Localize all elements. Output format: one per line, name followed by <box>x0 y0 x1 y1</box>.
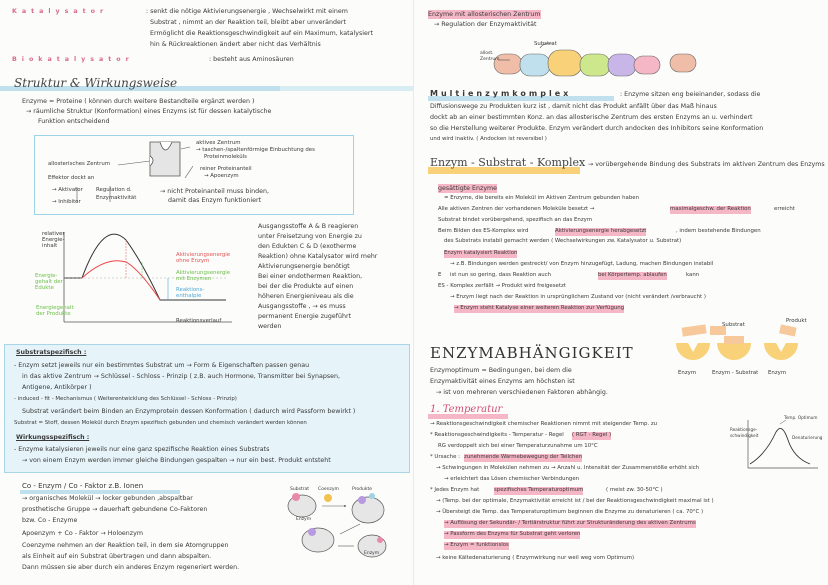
coenzym-heading: Co - Enzym / Co - Faktor z.B. Ionen <box>22 482 144 490</box>
enzymaktivitaet-label: Enzymaktivität <box>96 195 137 201</box>
graph-text-line: unter Freisetzung von Energie zu <box>258 233 362 240</box>
cofaktor-note-2: damit das Enzym funktioniert <box>168 197 262 204</box>
chain-substrat-label: Substrat <box>534 41 557 47</box>
graph-produkte-1: Energiegehalt <box>36 305 74 311</box>
allosterisches-zentrum-label: allosterisches Zentrum <box>48 161 111 167</box>
tcurve-ylabel-1: Reaktionsge- <box>730 427 758 432</box>
tcurve-optimum: Temp. Optimum <box>784 415 818 420</box>
co-diagram-produkte: Produkte <box>352 487 372 492</box>
chain-zentrum-1: allost. <box>480 51 494 56</box>
graph-text-line: Bei einer endothermen Reaktion, <box>258 273 363 280</box>
graph-akt-ohne-2: ohne Enzym <box>176 258 210 264</box>
esk-bullet-5: Enzym katalysiert Reaktion <box>444 250 518 256</box>
graph-ylabel-2: Energie- <box>42 237 65 243</box>
esk-diagram-komplex: Enzym - Substrat <box>712 370 759 376</box>
temp-line-12: → Enzym = funktionslos <box>444 542 509 548</box>
temp-line-1: → Reaktionsgeschwindigkeit chemischer Reaktionen nimmt mit steigender Temp. zu <box>430 421 658 427</box>
multi-line-1: Diffusionswege zu Produkten kurz ist , damit nicht das Produkt anfällt über das Maß hinaus <box>430 103 717 110</box>
proteinanteil-label: reiner Proteinanteil <box>200 166 252 172</box>
aktives-zentrum-desc-2: Proteinmoleküls <box>204 154 247 160</box>
biokatalysator-text: : besteht aus Aminosäuren <box>209 56 294 63</box>
allosterisch-heading: Enzyme mit allosterischen Zentrum <box>428 11 541 18</box>
abh-line-1: Enzymoptimum = Bedingungen, bei dem die <box>430 367 572 374</box>
multienzym-heading: Multienzymkomplex <box>430 89 572 98</box>
graph-text-line: den Edukten C & D (exotherme <box>258 243 357 250</box>
esk-bullet-6-highlight: bei Körpertemp. ablaufen <box>598 272 667 278</box>
temp-line-6: → erleichtert das Lösen chemischer Verbindungen <box>444 476 580 482</box>
cofaktor-note-1: → nicht Proteinanteil muss binden, <box>160 188 269 195</box>
substrat-line-1: - Enzym setzt jeweils nur ein bestimmtes Substrat um → Form & Eigenschaften passen genau <box>14 362 310 369</box>
graph-text-line: Ausgangsstoffe A & B reagieren <box>258 223 359 230</box>
temperatur-heading: 1. Temperatur <box>430 404 503 415</box>
biokatalysator-term: Biokatalysator <box>12 56 134 63</box>
temp-line-9: → Übersteigt die Temp. das Temperaturoptimum beginnen die Enzyme zu denaturieren ( ca. 70°C ) <box>436 509 704 515</box>
esk-bullet-7b: → Enzym steht Katalyse einer weiteren Reaktion zur Verfügung <box>454 305 625 311</box>
wirkung-line-2: → von einem Enzym werden immer gleiche Bindungen gespalten → nur ein best. Produkt entsteht <box>22 457 331 464</box>
inhibitor-label: → Inhibitor <box>52 199 81 205</box>
temp-line-2: * Reaktionsgeschwindigkeits - Temperatur - Regel <box>430 432 564 438</box>
esk-diagram-produkt: Produkt <box>786 318 807 324</box>
katalysator-line-2: Substrat , nimmt an der Reaktion teil, bleibt aber unverändert <box>150 19 346 26</box>
coenzym-line-2: prosthetische Gruppe → dauerhaft gebundene Co-Faktoren <box>22 506 208 513</box>
esk-bullet-4-highlight: Aktivierungsenergie herabgesetzt <box>555 228 647 234</box>
wirkungsspezifisch-heading: Wirkungsspezifisch : <box>16 434 90 441</box>
substrat-line-5: Substrat verändert beim Binden an Enzymprotein dessen Konformation ( dadurch wird Passform bewirkt ) <box>22 408 356 415</box>
graph-edukte-3: Edukte <box>35 285 54 291</box>
coenzym-line-7: Dann müssen sie aber durch ein anderes Enzym regeneriert werden. <box>22 564 240 571</box>
aktivator-label: → Aktivator <box>52 187 83 193</box>
graph-akt-ohne-1: Aktivierungsenergie <box>176 252 231 258</box>
esk-bullet-4-tail: , indem bestehende Bindungen <box>676 228 761 234</box>
esk-heading-tail: → vorübergehende Bindung des Substrats im aktiven Zentrum des Enzyms <box>588 161 825 168</box>
temp-line-4-highlight: zunehmende Wärmebewegung der Teilchen <box>464 454 583 460</box>
chain-zentrum-2: Zentrum <box>480 57 500 62</box>
graph-text-line: Aktivierungsenergie benötigt <box>258 263 350 270</box>
temp-line-3: RG verdoppelt sich bei einer Temperaturzunahme um 10°C <box>438 443 598 449</box>
struktur-line-1: Enzyme = Proteine ( können durch weitere Bestandteile ergänzt werden ) <box>22 98 255 105</box>
graph-edukte-2: gehalt der <box>35 279 63 285</box>
graph-ylabel-1: relativer <box>42 231 65 237</box>
substrat-line-3: Antigene, Antikörper ) <box>22 384 92 391</box>
wirkung-line-1: - Enzyme katalysieren jeweils nur eine ganz spezifische Reaktion eines Substrats <box>14 446 270 453</box>
katalysator-line-3: Ermöglicht die Reaktionsgeschwindigkeit auf ein Maximum, katalysiert <box>150 30 373 37</box>
co-diagram-substrat: Substrat <box>290 487 310 492</box>
co-diagram-coenzym: Coenzym <box>318 487 339 492</box>
graph-text-line: höheren Energieniveau als die <box>258 293 354 300</box>
graph-text-line: Reaktion) ohne Katalysator wird mehr <box>258 253 378 260</box>
substrat-line-4: - induced - fit - Mechanismus ( Weiterentwicklung des Schlüssel - Schloss - Prinzip) <box>14 396 237 402</box>
coenzym-line-4: Apoenzym + Co - Faktor → Holoenzym <box>22 530 143 537</box>
temp-line-8: → (Temp. bei der optimale, Enzymaktivität erreicht ist / bei der Reaktionsgeschwindigkeit maximal ist ) <box>436 498 714 504</box>
graph-akt-mit-2: mit Enzymen <box>176 276 212 282</box>
temp-line-11: → Passform des Enzyms für Substrat geht verloren <box>444 531 581 537</box>
esk-heading: Enzym - Substrat - Komplex <box>430 156 586 169</box>
substrat-line-2: in das aktive Zentrum → Schlüssel - Schloss - Prinzip ( z.B. auch Hormone, Transmitter bei Synapsen, <box>22 373 341 380</box>
esk-diagram-enzym-2: Enzym <box>768 370 787 376</box>
esk-bullet-4: Beim Bilden des ES-Komplex wird <box>438 228 529 234</box>
abh-line-3: → ist von mehreren verschiedenen Faktoren abhängig. <box>436 389 608 396</box>
esk-bullet-6: E <box>438 272 442 278</box>
temperature-curve <box>414 0 828 585</box>
esk-bullet-2: Alle aktiven Zentren der vorhandenen Moleküle besetzt → <box>438 206 595 212</box>
tcurve-denaturierung: Denaturierung <box>792 435 823 440</box>
temp-line-2-highlight: ( RGT - Regel ) <box>572 432 612 438</box>
graph-ylabel-3: inhalt <box>42 243 58 249</box>
struktur-heading: Struktur & Wirkungsweise <box>14 76 178 90</box>
graph-text-line: bei der die Produkte auf einen <box>258 283 354 290</box>
coenzym-line-3: bzw. Co - Enzyme <box>22 517 78 524</box>
regulation-label: Regulation d. <box>96 187 132 193</box>
temp-line-7-highlight: spezifisches Temperaturoptimum <box>494 487 584 493</box>
temp-line-13: → keine Kältedenaturierung ( Enzymwirkung nur weil weg vom Optimum) <box>436 555 635 561</box>
esk-bullet-5a: → z.B. Bindungen werden gestreckt/ von Enzym hinzugefügt, Ladung, machen Bindungen instabil <box>450 261 714 267</box>
co-diagram-enzym-2: Enzym <box>364 551 380 556</box>
apoenzym-label: → Apoenzym <box>204 173 239 179</box>
effektor-label: Effektor dockt an <box>48 175 95 181</box>
multi-line-3: so die Herstellung weiterer Produkte. Enzym verändert durch andocken des Inhibitors seine Konformation <box>430 125 764 132</box>
graph-text-line: permanent Energie zugeführt <box>258 313 352 320</box>
katalysator-line-4: hin & Rückreaktionen ändert aber nicht das Verhältnis <box>150 41 321 48</box>
esk-bullet-2-tail: erreicht <box>774 206 795 212</box>
graph-text-line: werden <box>258 323 282 330</box>
temp-line-7: * Jedes Enzym hat <box>430 487 480 493</box>
esk-bullet-4b: des Substrats instabil gemacht werden ( Wechselwirkungen zw. Katalysator u. Substrat) <box>444 238 682 244</box>
graph-text-line: Ausgangsstoffe , → es muss <box>258 303 346 310</box>
allosterisch-line-1: → Regulation der Enzymaktivität <box>434 21 537 28</box>
esk-bullet-6-end: kann <box>686 272 700 278</box>
esk-bullet-2-highlight: maximalgeschw. der Reaktion <box>670 206 751 212</box>
coenzym-line-6: als Einheit auf ein Substrat übertragen und dann abspalten. <box>22 553 212 560</box>
graph-xlabel: Reaktionsverlauf <box>176 318 222 324</box>
substratspezifisch-heading: Substratspezifisch : <box>16 349 87 356</box>
temp-line-10: → Auflösung der Sekundär- / Tertiärstruktur führt zur Strukturänderung des aktiven Zentrums <box>444 520 696 526</box>
graph-akt-mit-1: Aktivierungsenergie <box>176 270 231 276</box>
graph-edukte-1: Energie- <box>35 273 58 279</box>
multi-line-2: dockt ab an einer bestimmten Konz. an das allosterische Zentrum des ersten Enzyms an u. verhindert <box>430 114 753 121</box>
co-diagram-enzym: Enzym <box>296 517 312 522</box>
struktur-line-3: Funktion entscheidend <box>38 118 110 125</box>
aktives-zentrum-label: aktives Zentrum <box>196 140 241 146</box>
enzymabhaengigkeit-heading: ENZYMABHÄNGIGKEIT <box>430 344 634 362</box>
temp-line-7-tail: ( meist zw. 30-50°C ) <box>606 487 663 493</box>
temp-line-5: → Schwingungen in Molekülen nehmen zu → Anzahl u. Intensität der Zusammenstöße erhöht sich <box>436 465 700 471</box>
tcurve-ylabel-2: schwindigkeit <box>730 433 759 438</box>
esk-diagram-enzym: Enzym <box>678 370 697 376</box>
esk-bullet-3: Substrat bindet vorübergehend, spezifisch an das Enzym <box>438 217 593 223</box>
katalysator-term: Katalysator <box>12 8 109 15</box>
abh-line-2: Enzymaktivität eines Enzyms am höchsten ist <box>430 378 575 385</box>
esk-bullet-1a: = Enzyme, die bereits ein Molekül im Aktiven Zentrum gebunden haben <box>444 195 639 201</box>
esk-bullet-6-text: ist nun so gering, dass Reaktion auch <box>450 272 552 278</box>
coenzym-line-1: → organisches Molekül → locker gebunden ,abspaltbar <box>22 495 193 502</box>
esk-diagram-substrat: Substrat <box>722 322 745 328</box>
esk-bullet-1: gesättigte Enzyme <box>438 185 498 192</box>
multi-line-4: und wird inaktiv. ( Andocken ist reversibel ) <box>430 136 547 142</box>
temp-line-4: * Ursache : <box>430 454 460 460</box>
katalysator-line-1: : senkt die nötige Aktivierungsenergie , Wechselwirkt mit einem <box>146 8 348 15</box>
coenzym-line-5: Coenzyme nehmen an der Reaktion teil, in dem sie Atomgruppen <box>22 542 229 549</box>
aktives-zentrum-desc: → taschen-/spaltenförmige Einbuchtung des <box>196 147 315 153</box>
graph-produkte-2: der Produkte <box>36 311 71 317</box>
esk-bullet-7a: → Enzym liegt nach der Reaktion in ursprünglichem Zustand vor (nicht verändert /verbraucht ) <box>450 294 706 300</box>
substrat-line-6: Substrat = Stoff, dessen Molekül durch Enzym spezifisch gebunden und chemisch verändert werden können <box>14 420 307 426</box>
graph-enthalpie-2: enthalpie <box>176 293 202 299</box>
esk-bullet-7: ES - Komplex zerfällt → Produkt wird freigesetzt <box>438 283 566 289</box>
multi-heading-tail: : Enzyme sitzen eng beieinander, sodass die <box>620 91 761 98</box>
graph-enthalpie-1: Reaktions- <box>176 287 205 293</box>
right-column <box>414 0 828 585</box>
struktur-line-2: → räumliche Struktur (Konformation) eines Enzyms ist für dessen katalytische <box>26 108 272 115</box>
